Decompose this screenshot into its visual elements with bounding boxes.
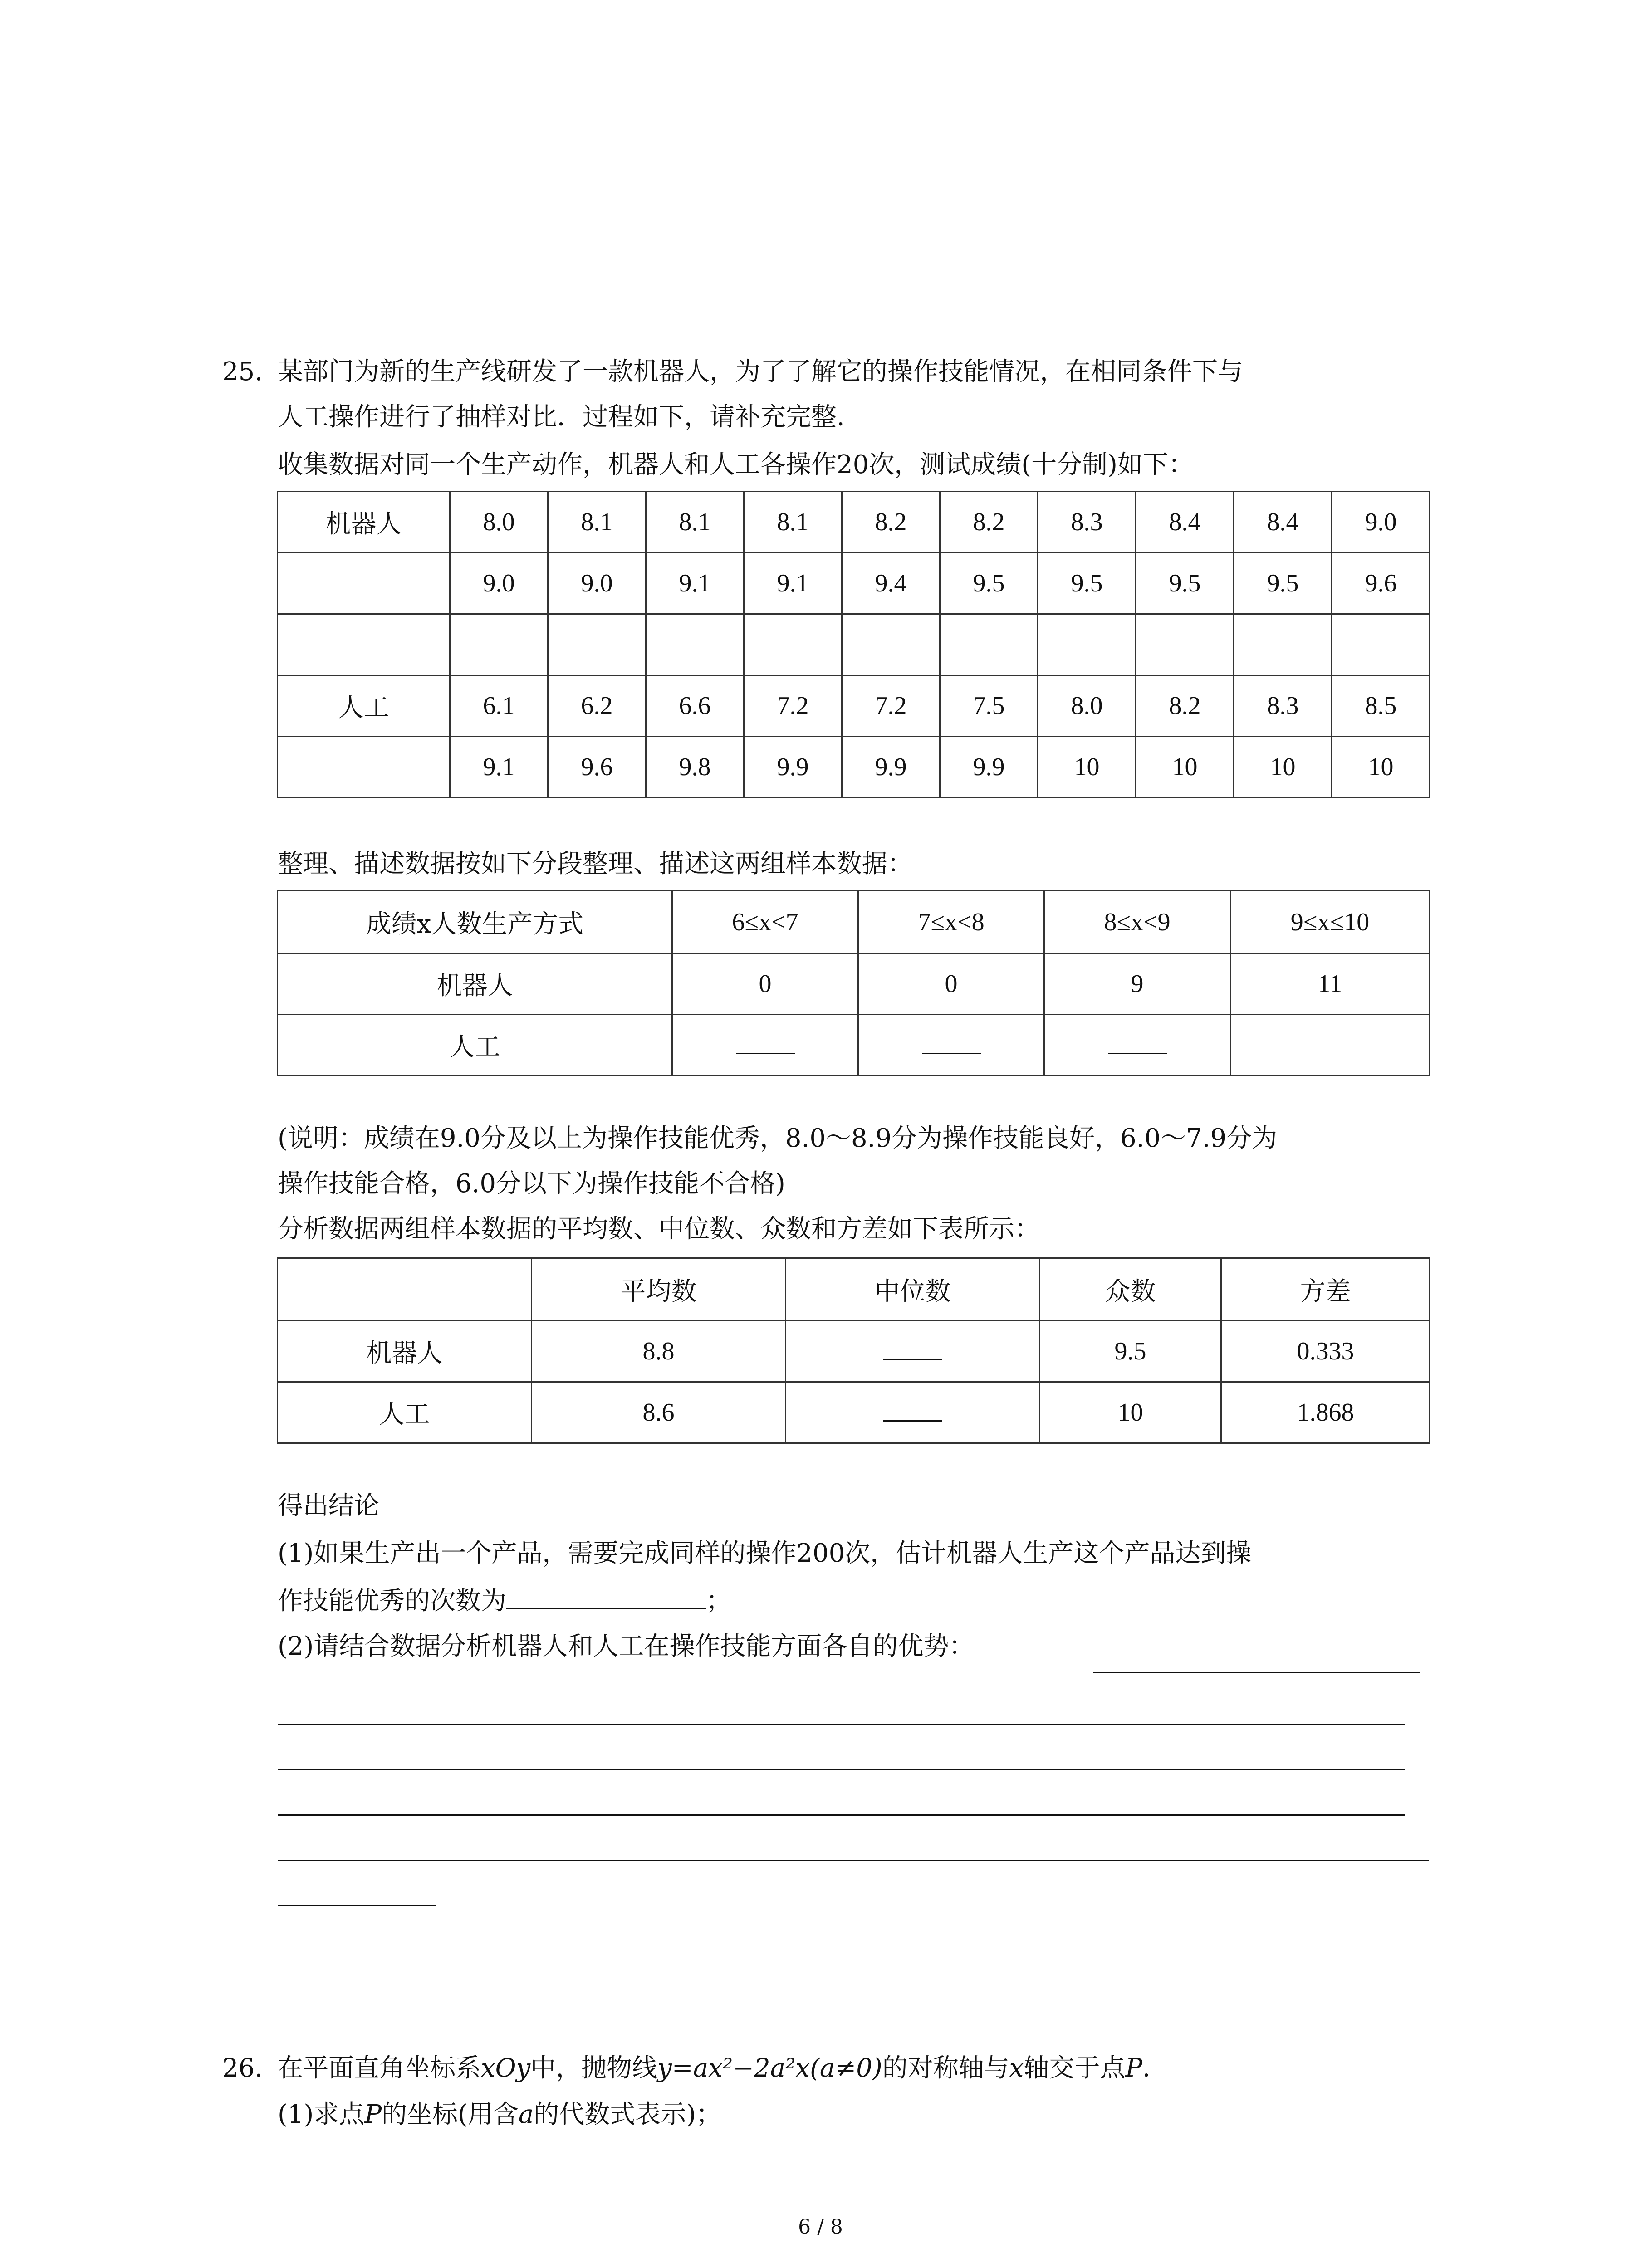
- data-cell: 6.6: [646, 675, 744, 737]
- stats-header-cell: [278, 1258, 532, 1321]
- stats-header-cell: 众数: [1040, 1258, 1221, 1321]
- answer-blank-cell[interactable]: [858, 1015, 1044, 1076]
- data-cell: 9.6: [548, 737, 646, 798]
- q25-part1-line2-text: 作技能优秀的次数为: [278, 1586, 506, 1616]
- data-cell: 8.0: [450, 492, 548, 553]
- q25-collect-line: 收集数据对同一个生产动作，机器人和人工各操作20次，测试成绩(十分制)如下：: [278, 450, 1194, 479]
- q26-part1: [278, 2097, 721, 2133]
- q26-text: 的对称轴与: [882, 2053, 1009, 2083]
- q25-analyze-line: 分析数据两组样本数据的平均数、中位数、众数和方差如下表所示：: [278, 1214, 1040, 1244]
- raw-row-robot-1: [278, 492, 1430, 553]
- data-cell: 10: [1234, 737, 1332, 798]
- answer-line[interactable]: [278, 1724, 1405, 1725]
- row-label: 机器人: [278, 492, 450, 553]
- empty-cell: [1136, 614, 1234, 675]
- freq-header-cell: 成绩x人数生产方式: [278, 891, 672, 953]
- row-label: 人工: [278, 675, 450, 737]
- q26-text: 在平面直角坐标系: [278, 2053, 481, 2083]
- empty-cell: [744, 614, 842, 675]
- q26-variable-a: a: [518, 2100, 534, 2129]
- freq-cell: 0: [672, 953, 858, 1015]
- data-cell: 7.2: [744, 675, 842, 737]
- stats-header-cell: 方差: [1221, 1258, 1430, 1321]
- q25-intro-line2: 人工操作进行了抽样对比．过程如下，请补充完整．: [278, 402, 862, 432]
- q26-x-axis: x: [1009, 2053, 1024, 2083]
- data-cell: 9.5: [1234, 553, 1332, 614]
- q26-text: 中，抛物线: [530, 2053, 658, 2083]
- q25-part2-line: (2)请结合数据分析机器人和人工在操作技能方面各自的优势：: [278, 1632, 975, 1661]
- q25-part1-line2: [278, 1581, 731, 1619]
- stats-variance: 1.868: [1221, 1382, 1430, 1443]
- raw-row-empty: [278, 614, 1430, 675]
- data-cell: 9.9: [940, 737, 1038, 798]
- answer-line[interactable]: [1093, 1672, 1420, 1673]
- q26-line1: [278, 2050, 1168, 2087]
- q26-text: 的坐标(用含: [382, 2100, 519, 2129]
- data-cell: 9.9: [842, 737, 940, 798]
- data-cell: 9.5: [1038, 553, 1136, 614]
- row-label: [278, 737, 450, 798]
- row-label: 人工: [278, 1015, 672, 1076]
- q26-text: (1)求点: [278, 2100, 365, 2129]
- answer-blank[interactable]: [883, 1398, 942, 1422]
- empty-cell: [1038, 614, 1136, 675]
- data-cell: 9.5: [1136, 553, 1234, 614]
- data-cell: 8.2: [1136, 675, 1234, 737]
- empty-cell: [842, 614, 940, 675]
- data-cell: 8.1: [744, 492, 842, 553]
- q26-number: 26.: [222, 2053, 263, 2083]
- data-cell: 6.2: [548, 675, 646, 737]
- data-cell: 9.1: [744, 553, 842, 614]
- data-cell: 8.2: [940, 492, 1038, 553]
- row-label: [278, 553, 450, 614]
- data-cell: 7.2: [842, 675, 940, 737]
- answer-blank-cell[interactable]: [786, 1382, 1040, 1443]
- data-cell: 9.5: [940, 553, 1038, 614]
- answer-line[interactable]: [278, 1905, 436, 1906]
- page-number: 6 / 8: [798, 2215, 843, 2239]
- answer-blank[interactable]: [883, 1336, 942, 1360]
- data-cell: 9.9: [744, 737, 842, 798]
- data-cell: 9.0: [548, 553, 646, 614]
- q26-point-p: P: [1125, 2053, 1142, 2083]
- stats-row-robot: [278, 1321, 1430, 1382]
- data-cell: 8.4: [1136, 492, 1234, 553]
- q25-part1-line1: (1)如果生产出一个产品，需要完成同样的操作200次，估计机器人生产这个产品达到操: [278, 1539, 1252, 1568]
- row-label: 机器人: [278, 953, 672, 1015]
- freq-cell: 11: [1230, 953, 1430, 1015]
- answer-blank-cell[interactable]: [786, 1321, 1040, 1382]
- empty-cell: [940, 614, 1038, 675]
- data-cell: 8.3: [1038, 492, 1136, 553]
- freq-header-cell: 8≤x<9: [1044, 891, 1230, 953]
- empty-cell: [1234, 614, 1332, 675]
- q25-note-line1: (说明：成绩在9.0分及以上为操作技能优秀，8.0～8.9分为操作技能良好，6.0～7.9分为: [278, 1124, 1278, 1153]
- freq-header-row: [278, 891, 1430, 953]
- freq-row-robot: [278, 953, 1430, 1015]
- answer-blank[interactable]: [922, 1030, 981, 1054]
- data-cell: 8.2: [842, 492, 940, 553]
- answer-blank[interactable]: [736, 1030, 795, 1054]
- raw-row-human-2: [278, 737, 1430, 798]
- freq-row-human: [278, 1015, 1430, 1076]
- q25-part1-end: ；: [706, 1586, 731, 1616]
- data-cell: 8.1: [548, 492, 646, 553]
- answer-line[interactable]: [278, 1814, 1405, 1816]
- freq-header-cell: 7≤x<8: [858, 891, 1044, 953]
- data-cell: 9.4: [842, 553, 940, 614]
- answer-line[interactable]: [278, 1860, 1429, 1861]
- empty-cell: [278, 614, 450, 675]
- q25-number: 25.: [222, 357, 263, 386]
- stats-header-cell: 平均数: [532, 1258, 786, 1321]
- empty-cell: [646, 614, 744, 675]
- data-cell: 10: [1136, 737, 1234, 798]
- data-cell: 8.1: [646, 492, 744, 553]
- stats-row-human: [278, 1382, 1430, 1443]
- answer-blank-cell[interactable]: [672, 1015, 858, 1076]
- empty-cell: [548, 614, 646, 675]
- answer-blank-cell[interactable]: [1044, 1015, 1230, 1076]
- answer-blank[interactable]: [506, 1581, 706, 1609]
- raw-row-human-1: [278, 675, 1430, 737]
- q26-point-p: P: [364, 2100, 382, 2129]
- empty-cell: [450, 614, 548, 675]
- stats-mode: 9.5: [1040, 1321, 1221, 1382]
- data-cell: 9.1: [646, 553, 744, 614]
- statistics-table: [277, 1257, 1430, 1444]
- stats-mean: 8.6: [532, 1382, 786, 1443]
- data-cell: 8.0: [1038, 675, 1136, 737]
- data-cell: 10: [1332, 737, 1430, 798]
- q26-parabola-equation: y=ax²−2a²x(a≠0): [657, 2053, 882, 2083]
- q26-text: ．: [1142, 2053, 1168, 2083]
- data-cell: 9.0: [450, 553, 548, 614]
- data-cell: 8.4: [1234, 492, 1332, 553]
- stats-header-cell: 中位数: [786, 1258, 1040, 1321]
- data-cell: 10: [1038, 737, 1136, 798]
- data-cell: 7.5: [940, 675, 1038, 737]
- data-cell: 9.1: [450, 737, 548, 798]
- freq-header-cell: 9≤x≤10: [1230, 891, 1430, 953]
- q25-intro-line1: 某部门为新的生产线研发了一款机器人，为了了解它的操作技能情况，在相同条件下与: [278, 357, 1243, 386]
- data-cell: 9.0: [1332, 492, 1430, 553]
- q25-conclusion-title: 得出结论: [278, 1491, 379, 1520]
- data-cell: 8.3: [1234, 675, 1332, 737]
- q25-organize-line: 整理、描述数据按如下分段整理、描述这两组样本数据：: [278, 849, 913, 879]
- freq-header-cell: 6≤x<7: [672, 891, 858, 953]
- row-label: 人工: [278, 1382, 532, 1443]
- data-cell: 9.6: [1332, 553, 1430, 614]
- stats-mode: 10: [1040, 1382, 1221, 1443]
- q25-note-line2: 操作技能合格，6.0分以下为操作技能不合格): [278, 1169, 785, 1198]
- stats-mean: 8.8: [532, 1321, 786, 1382]
- empty-cell: [1230, 1015, 1430, 1076]
- row-label: 机器人: [278, 1321, 532, 1382]
- answer-blank[interactable]: [1108, 1030, 1167, 1054]
- q26-text: 轴交于点: [1024, 2053, 1126, 2083]
- freq-cell: 9: [1044, 953, 1230, 1015]
- data-cell: 8.5: [1332, 675, 1430, 737]
- data-cell: 9.8: [646, 737, 744, 798]
- q26-coord-system: xOy: [481, 2053, 531, 2083]
- stats-header-row: [278, 1258, 1430, 1321]
- answer-line[interactable]: [278, 1769, 1405, 1770]
- raw-row-robot-2: [278, 553, 1430, 614]
- data-cell: 6.1: [450, 675, 548, 737]
- q26-text: 的代数式表示)；: [534, 2100, 722, 2129]
- empty-cell: [1332, 614, 1430, 675]
- stats-variance: 0.333: [1221, 1321, 1430, 1382]
- raw-data-table: [277, 491, 1430, 798]
- freq-cell: 0: [858, 953, 1044, 1015]
- frequency-table: [277, 890, 1430, 1076]
